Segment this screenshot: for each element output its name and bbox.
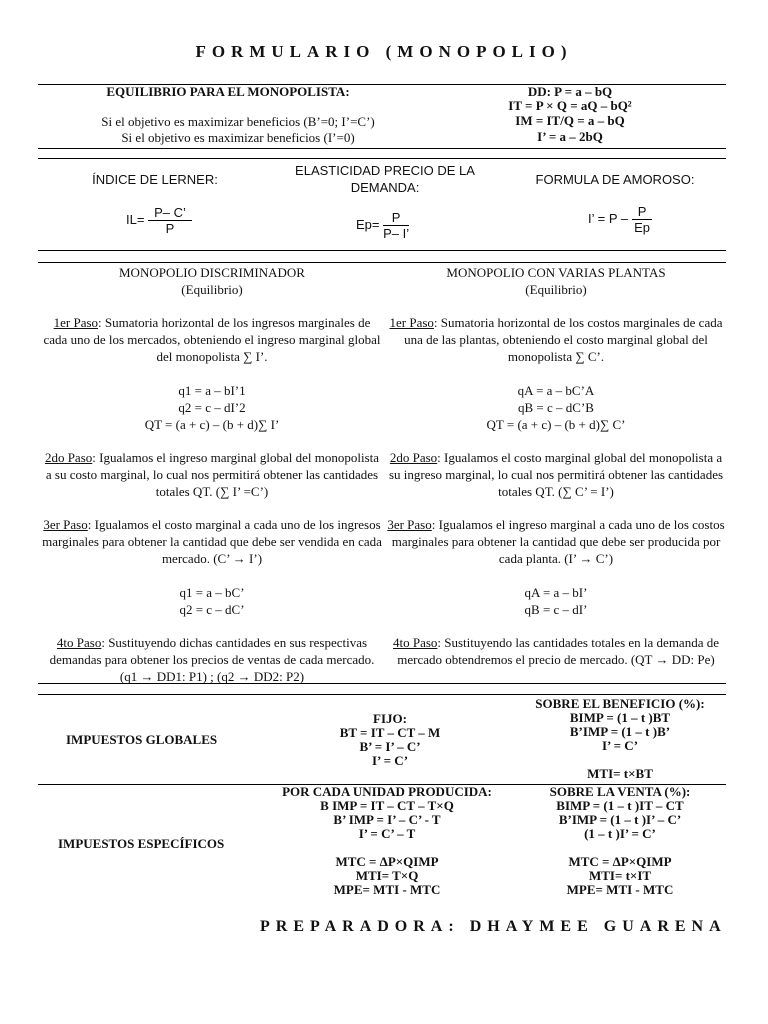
- unidad-eq: MPE= MTI - MTC: [333, 882, 441, 897]
- varias-plantas-eq-a: qA = a – bC’A: [517, 383, 595, 398]
- elasticidad-denominator: P– I’: [383, 226, 410, 241]
- fijo-eq: B’ = I’ – C’: [359, 739, 421, 754]
- venta-heading: SOBRE LA VENTA (%):: [549, 784, 691, 799]
- impuesto-beneficio-block: [520, 697, 720, 781]
- marginal-revenue-eq: I’ = a – 2bQ: [537, 129, 603, 144]
- beneficio-eq: I’ = C’: [601, 738, 639, 753]
- varias-plantas-subtitle: (Equilibrio): [525, 282, 587, 297]
- beneficio-heading: SOBRE EL BENEFICIO (%):: [535, 696, 705, 711]
- step-text: : Igualamos el ingreso marginal global del monopolista a su costo marginal, lo cual nos permitirá obtener las cantidades totales QT. (∑ I’ =C’): [45, 450, 380, 499]
- impuestos-globales-label: IMPUESTOS GLOBALES: [66, 732, 218, 747]
- discriminador-step4: [42, 634, 382, 685]
- lerner-lhs: IL=: [126, 211, 145, 227]
- unidad-eq: B’ IMP = I’ – C’ - T: [333, 812, 441, 827]
- elasticidad-numerator: P: [383, 210, 409, 226]
- beneficio-eq: MTI= t×BT: [587, 766, 653, 781]
- venta-eq: B’IMP = (1 – t )I’ – C’: [558, 812, 682, 827]
- step-text: : Igualamos el costo marginal a cada uno de los ingresos marginales para obtener la cantidad que debe ser vendida en cada mercado. (C’ → I’): [42, 517, 382, 566]
- varias-plantas-eq-c: QT = (a + c) – (b + d)∑ C’: [486, 417, 626, 432]
- step-label: 2do Paso: [44, 450, 93, 465]
- step-label: 4to Paso: [392, 635, 438, 650]
- beneficio-eq: BIMP = (1 – t )BT: [569, 710, 671, 725]
- unidad-eq: MTI= T×Q: [355, 868, 419, 883]
- discriminador-eq-b: q2 = c – dI’2: [178, 400, 246, 415]
- equilibrio-line1: Si el objetivo es maximizar beneficios (B’=0; I’=C’): [101, 114, 375, 129]
- impuesto-fijo-block: [300, 712, 480, 768]
- varias-plantas-title: MONOPOLIO CON VARIAS PLANTAS: [446, 265, 666, 280]
- elasticidad-lhs: Ep=: [356, 216, 380, 232]
- lerner-formula: [126, 205, 192, 236]
- amoroso-formula: [588, 204, 652, 235]
- varias-plantas-column: [386, 264, 726, 668]
- varias-plantas-eq-b: qB = c – dC’B: [518, 400, 594, 415]
- discriminador-step1: [42, 314, 382, 365]
- discriminador-title: MONOPOLIO DISCRIMINADOR: [119, 265, 305, 280]
- unidad-eq: MTC = ΔP×QIMP: [335, 854, 439, 869]
- elasticidad-label: ELASTICIDAD PRECIO DE LA DEMANDA:: [295, 163, 475, 195]
- step-text: : Sumatoria horizontal de los costos marginales de cada una de las plantas, obteniendo el costo marginal global del monopolista ∑ C’.: [404, 315, 723, 364]
- demand-eq: DD: P = a – bQ: [527, 84, 613, 99]
- discriminador-eq-a: q1 = a – bI’1: [178, 383, 246, 398]
- lerner-numerator: P– C’: [148, 205, 192, 221]
- equilibrio-line2: Si el objetivo es maximizar beneficios (I’=0): [121, 130, 355, 145]
- varias-plantas-eq-e: qB = c – dI’: [524, 602, 588, 617]
- varias-plantas-eq-d: qA = a – bI’: [524, 585, 588, 600]
- page-title: FORMULARIO (MONOPOLIO): [195, 42, 573, 61]
- step-text: : Sustituyendo dichas cantidades en sus respectivas demandas para obtener los precios de ventas de cada mercado. (q1 → DD1: P1) ; (q2 → DD2: P2): [49, 635, 375, 684]
- step-text: : Sumatoria horizontal de los ingresos marginales de cada uno de los mercados, obteniendo el ingreso marginal global del monopolista ∑ I’.: [43, 315, 381, 364]
- divider: [38, 683, 726, 684]
- step-text: : Igualamos el costo marginal global del monopolista a su ingreso marginal, lo cual nos permitirá obtener las cantidades totales QT. (∑ C’ = I’): [388, 450, 724, 499]
- amoroso-lhs: I’ = P –: [588, 210, 629, 226]
- divider: [38, 148, 726, 149]
- fijo-heading: FIJO:: [373, 711, 407, 726]
- elasticidad-formula: [356, 210, 409, 241]
- amoroso-denominator: Ep: [634, 220, 651, 235]
- lerner-denominator: P: [165, 221, 175, 236]
- step-label: 1er Paso: [389, 315, 434, 330]
- step-text: : Igualamos el ingreso marginal a cada uno de los costos marginales para obtener la cantidad que debe ser producida por cada planta. (I’ → C’): [391, 517, 725, 566]
- discriminador-step2: [42, 449, 382, 500]
- step-label: 4to Paso: [56, 635, 102, 650]
- unidad-heading: POR CADA UNIDAD PRODUCIDA:: [282, 784, 492, 799]
- varias-plantas-step1: [386, 314, 726, 365]
- varias-plantas-step3: [386, 516, 726, 567]
- discriminador-eq-c: QT = (a + c) – (b + d)∑ I’: [144, 417, 280, 432]
- discriminador-column: [42, 264, 382, 685]
- discriminador-eq-d: q1 = a – bC’: [179, 585, 245, 600]
- unidad-eq: B IMP = IT – CT – T×Q: [320, 798, 454, 813]
- impuesto-unidad-block: [262, 785, 512, 897]
- divider: [38, 694, 726, 695]
- step-label: 3er Paso: [43, 517, 88, 532]
- discriminador-subtitle: (Equilibrio): [181, 282, 243, 297]
- step-label: 1er Paso: [53, 315, 99, 330]
- impuestos-especificos-label: IMPUESTOS ESPECÍFICOS: [58, 836, 225, 851]
- fijo-eq: BT = IT – CT – M: [339, 725, 441, 740]
- amoroso-numerator: P: [632, 204, 653, 220]
- unidad-eq: I’ = C’ – T: [358, 826, 416, 841]
- author-footer: PREPARADORA: DHAYMEE GUARENA: [260, 918, 727, 935]
- fijo-eq: I’ = C’: [371, 753, 409, 768]
- venta-eq: MTI= t×IT: [588, 868, 652, 883]
- divider: [38, 250, 726, 251]
- divider: [38, 158, 726, 159]
- step-label: 3er Paso: [387, 517, 432, 532]
- venta-eq: MTC = ΔP×QIMP: [568, 854, 672, 869]
- venta-eq: (1 – t )I’ = C’: [584, 826, 656, 841]
- varias-plantas-step2: [386, 449, 726, 500]
- venta-eq: BIMP = (1 – t )IT – CT: [556, 798, 684, 813]
- discriminador-step3: [42, 516, 382, 567]
- impuesto-venta-block: [520, 785, 720, 897]
- venta-eq: MPE= MTI - MTC: [566, 882, 674, 897]
- amoroso-label: FORMULA DE AMOROSO:: [535, 172, 695, 187]
- beneficio-eq: B’IMP = (1 – t )B’: [569, 724, 671, 739]
- mean-revenue-eq: IM = IT/Q = a – bQ: [515, 113, 625, 128]
- step-label: 2do Paso: [389, 450, 438, 465]
- equilibrio-heading: EQUILIBRIO PARA EL MONOPOLISTA:: [106, 84, 350, 99]
- divider: [38, 262, 726, 263]
- step-text: : Sustituyendo las cantidades totales en la demanda de mercado obtendremos el precio de mercado. (QT → DD: Pe): [397, 635, 719, 667]
- total-revenue-eq: IT = P × Q = aQ – bQ²: [508, 98, 632, 113]
- lerner-label: ÍNDICE DE LERNER:: [92, 172, 218, 187]
- discriminador-eq-e: q2 = c – dC’: [179, 602, 245, 617]
- varias-plantas-step4: [386, 634, 726, 668]
